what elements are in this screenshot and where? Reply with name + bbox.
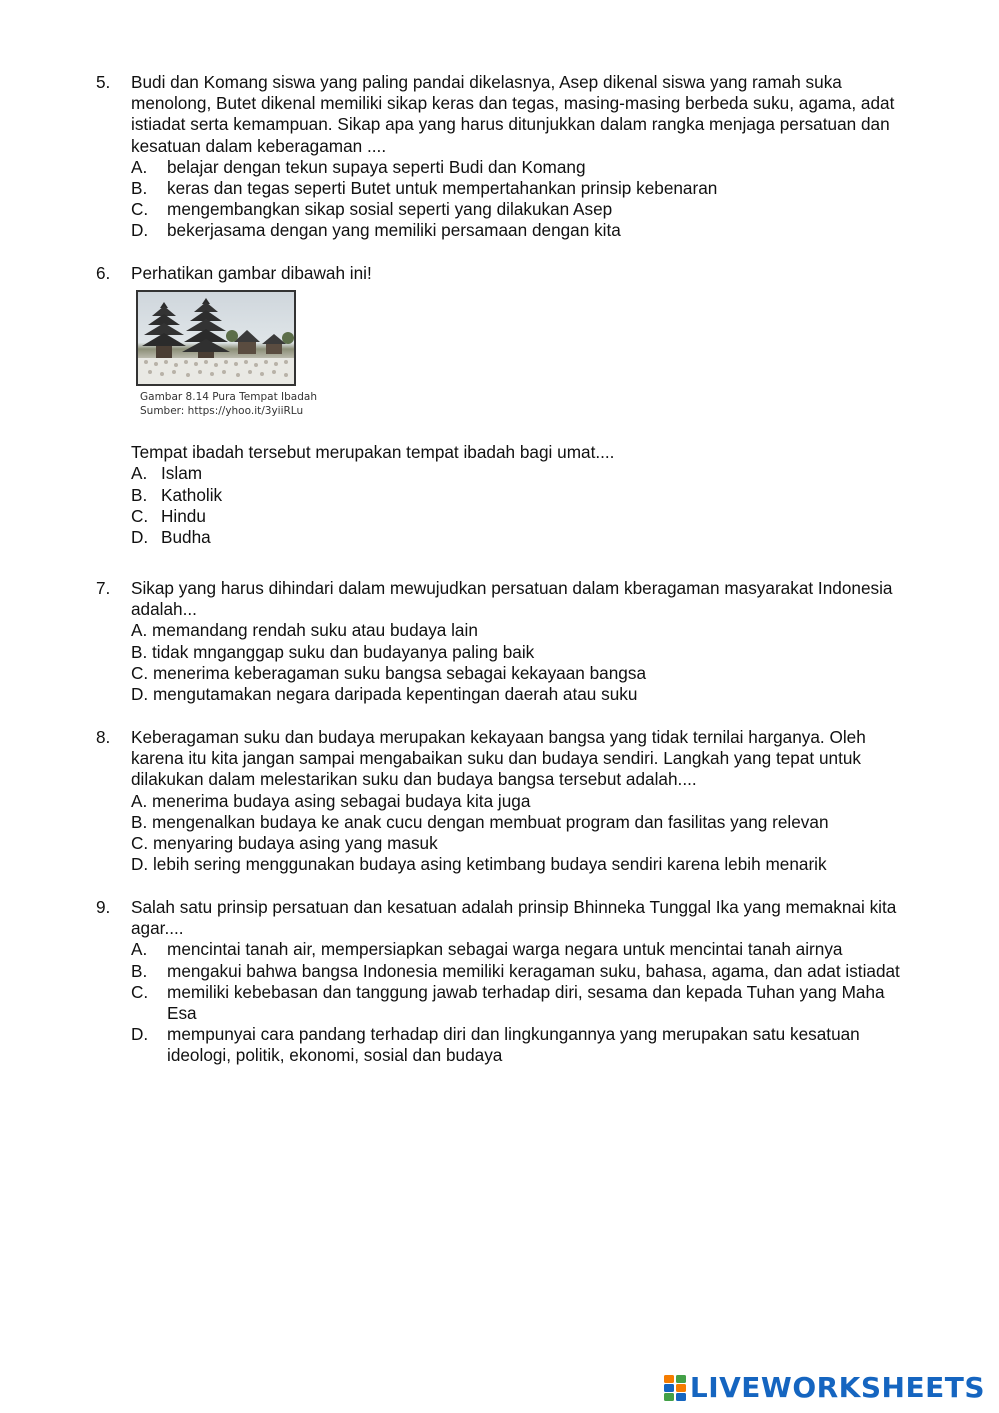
- option-d[interactable]: [131, 1024, 916, 1066]
- question-number: 8.: [96, 727, 111, 747]
- option-c[interactable]: [131, 663, 916, 684]
- temple-photo: [136, 290, 296, 386]
- question-text: Perhatikan gambar dibawah ini!: [131, 263, 372, 283]
- question-text: Keberagaman suku dan budaya merupakan kekayaan bangsa yang tidak ternilai harganya. Oleh karena itu kita jangan sampai mengabaikan suku dan budaya sendiri. Langkah yang tepat untuk dilakukan dalam melestarikan suku dan budaya bangsa tersebut adalah....: [131, 727, 866, 790]
- option-a[interactable]: [131, 939, 916, 960]
- question-text: Salah satu prinsip persatuan dan kesatuan adalah prinsip Bhinneka Tunggal Ika yang memaknai kita agar....: [131, 897, 897, 939]
- option-label: C.: [131, 199, 149, 220]
- liveworksheets-logo-icon: [664, 1375, 686, 1401]
- option-text: mengenalkan budaya ke anak cucu dengan membuat program dan fasilitas yang relevan: [152, 811, 829, 832]
- option-label: A.: [131, 463, 148, 484]
- option-d[interactable]: [131, 220, 916, 241]
- option-label: C.: [131, 662, 149, 683]
- option-label: B.: [131, 811, 148, 832]
- question-number: 9.: [96, 897, 111, 917]
- option-label: A.: [131, 939, 148, 960]
- option-text: lebih sering menggunakan budaya asing ketimbang budaya sendiri karena lebih menarik: [152, 854, 827, 875]
- option-label: D.: [131, 854, 149, 875]
- temple-figure: [136, 290, 317, 418]
- option-text: mencintai tanah air, mempersiapkan sebagai warga negara untuk mencintai tanah airnya: [167, 939, 843, 960]
- question-number: 6.: [96, 263, 111, 283]
- option-b[interactable]: [131, 485, 916, 506]
- question-text: Sikap yang harus dihindari dalam mewujudkan persatuan dalam kberagaman masyarakat Indonesia adalah...: [131, 578, 893, 620]
- question-6: [96, 263, 916, 548]
- option-label: B.: [131, 484, 148, 505]
- option-label: C.: [131, 505, 149, 526]
- liveworksheets-logo-text: LIVEWORKSHEETS: [689, 1371, 985, 1404]
- option-text: memiliki kebebasan dan tanggung jawab terhadap diri, sesama dan kepada Tuhan yang Maha Esa: [167, 981, 885, 1024]
- option-b[interactable]: [131, 812, 916, 833]
- option-label: D.: [131, 684, 149, 705]
- option-a[interactable]: [131, 157, 916, 178]
- option-a[interactable]: [131, 791, 916, 812]
- question-8: [96, 727, 916, 875]
- option-text: mengutamakan negara daripada kepentingan daerah atau suku: [152, 684, 638, 705]
- question-number: 5.: [96, 72, 111, 92]
- option-text: Budha: [161, 527, 211, 548]
- option-d[interactable]: [131, 527, 916, 548]
- option-text: memandang rendah suku atau budaya lain: [152, 620, 478, 641]
- option-b[interactable]: [131, 642, 916, 663]
- option-b[interactable]: [131, 178, 916, 199]
- liveworksheets-logo: [664, 1373, 985, 1403]
- option-c[interactable]: [131, 833, 916, 854]
- option-label: D.: [131, 527, 149, 548]
- option-d[interactable]: [131, 854, 916, 875]
- option-a[interactable]: [131, 620, 916, 641]
- option-label: B.: [131, 641, 148, 662]
- option-text: mengakui bahwa bangsa Indonesia memiliki keragaman suku, bahasa, agama, dan adat istiadat: [167, 960, 900, 981]
- question-prompt: Tempat ibadah tersebut merupakan tempat ibadah bagi umat....: [131, 442, 615, 463]
- option-label: D.: [131, 1024, 149, 1045]
- option-a[interactable]: [131, 463, 916, 484]
- question-text: Budi dan Komang siswa yang paling pandai dikelasnya, Asep dikenal siswa yang ramah suka menolong, Butet dikenal memiliki sikap keras dan tegas, masing-masing berbeda suku, agama, adat istiadat serta kemampuan. Sikap apa yang harus ditunjukkan dalam rangka menjaga persatuan dan kesatuan dalam keberagaman ....: [131, 72, 895, 156]
- option-label: B.: [131, 960, 148, 981]
- figure-caption-title: Gambar 8.14 Pura Tempat Ibadah: [140, 391, 317, 404]
- option-label: A.: [131, 790, 148, 811]
- option-label: A.: [131, 620, 148, 641]
- option-c[interactable]: [131, 982, 916, 1024]
- option-text: Hindu: [161, 505, 206, 526]
- option-text: Katholik: [161, 484, 223, 505]
- question-9: [96, 897, 916, 1067]
- question-number: 7.: [96, 578, 111, 598]
- option-text: belajar dengan tekun supaya seperti Budi dan Komang: [167, 156, 586, 177]
- option-label: C.: [131, 981, 149, 1002]
- option-b[interactable]: [131, 961, 916, 982]
- option-text: mempunyai cara pandang terhadap diri dan lingkungannya yang merupakan satu kesatuan ideologi, politik, ekonomi, sosial dan budaya: [167, 1024, 860, 1066]
- option-text: Islam: [161, 463, 203, 484]
- question-7: [96, 578, 916, 705]
- option-text: menyaring budaya asing yang masuk: [152, 833, 438, 854]
- figure-caption-source: Sumber: https://yhoo.it/3yiiRLu: [140, 405, 304, 418]
- pura-temple-illustration: [138, 292, 294, 384]
- option-text: mengembangkan sikap sosial seperti yang dilakukan Asep: [167, 199, 613, 220]
- option-text: bekerjasama dengan yang memiliki persamaan dengan kita: [167, 220, 621, 241]
- option-label: B.: [131, 178, 148, 199]
- option-c[interactable]: [131, 506, 916, 527]
- option-label: A.: [131, 156, 148, 177]
- option-text: keras dan tegas seperti Butet untuk mempertahankan prinsip kebenaran: [167, 178, 718, 199]
- option-c[interactable]: [131, 199, 916, 220]
- option-d[interactable]: [131, 684, 916, 705]
- option-label: D.: [131, 220, 149, 241]
- question-5: [96, 72, 916, 242]
- option-text: tidak mnganggap suku dan budayanya paling baik: [152, 641, 535, 662]
- option-text: menerima budaya asing sebagai budaya kita juga: [152, 790, 531, 811]
- option-label: C.: [131, 833, 149, 854]
- option-text: menerima keberagaman suku bangsa sebagai kekayaan bangsa: [152, 662, 647, 683]
